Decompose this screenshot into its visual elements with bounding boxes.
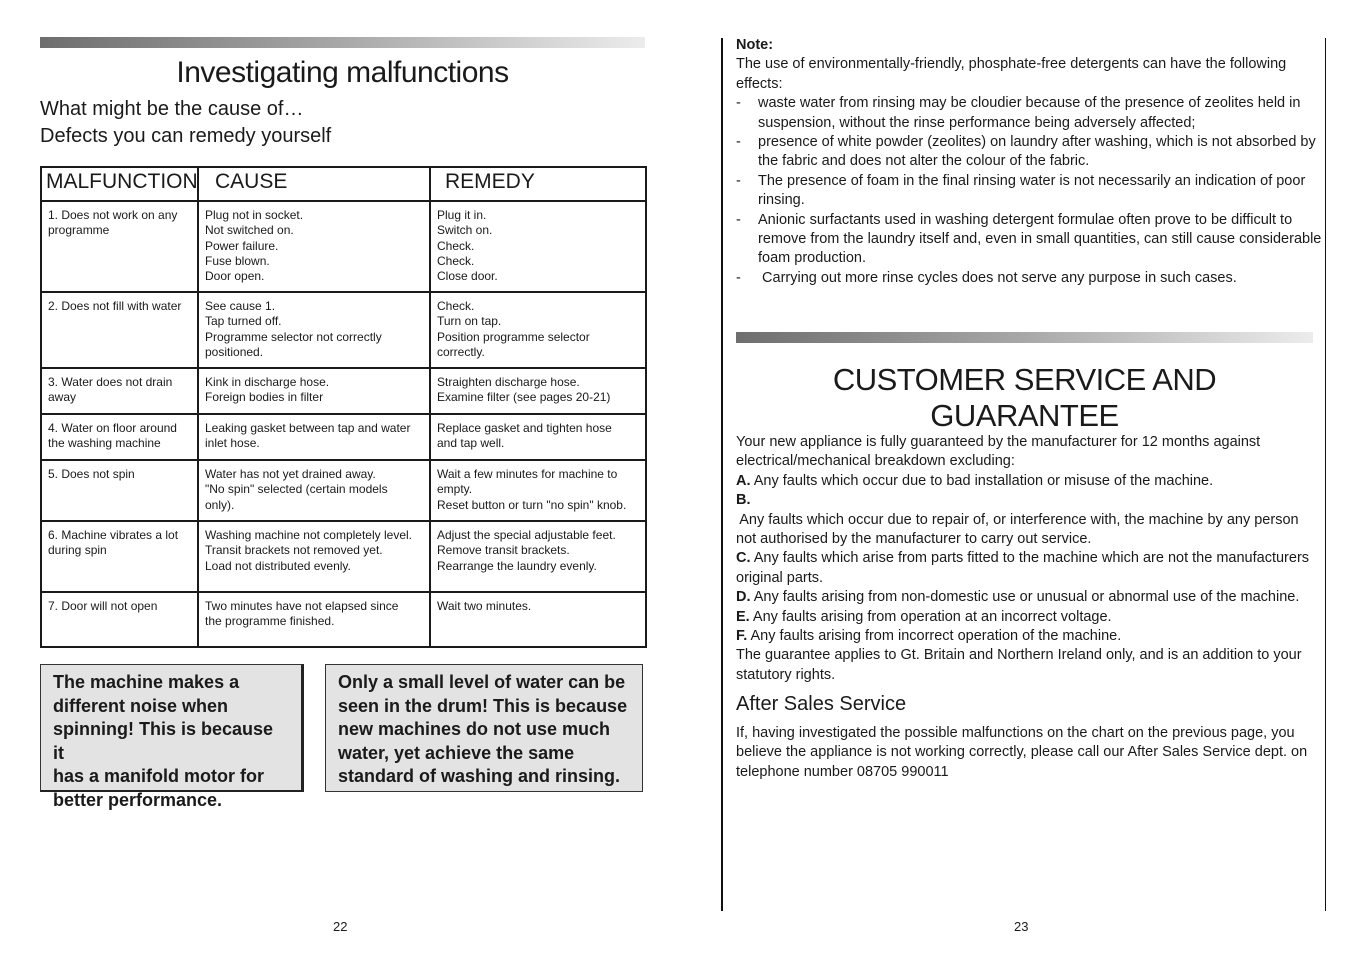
cell-line: Programme selector not correctly <box>205 329 382 344</box>
table-cell-malfunction <box>41 201 198 292</box>
info-box-water-level <box>325 664 643 792</box>
cell-line: Transit brackets not removed yet. <box>205 543 383 558</box>
note-bullet-item <box>736 172 1316 211</box>
cell-line: Fuse blown. <box>205 253 270 268</box>
cell-line: during spin <box>48 543 107 558</box>
note-intro: The use of environmentally-friendly, phosphate-free detergents can have the following effects: <box>736 56 1287 92</box>
page-divider <box>721 38 723 911</box>
cell-line: Door open. <box>205 269 265 284</box>
table-cell-cause <box>198 368 430 414</box>
cell-line: Adjust the special adjustable feet. <box>437 528 616 542</box>
table-row <box>41 292 646 368</box>
cell-line: Kink in discharge hose. <box>205 375 330 389</box>
cell-line: Not switched on. <box>205 223 294 238</box>
table-cell-cause <box>198 460 430 521</box>
table-cell-cause <box>198 292 430 368</box>
cell-line: Replace gasket and tighten hose <box>437 421 612 435</box>
cell-line: Leaking gasket between tap and water <box>205 421 411 435</box>
bullet-line: rinsing. <box>758 192 805 209</box>
cell-line: Straighten discharge hose. <box>437 375 580 389</box>
cell-line: Two minutes have not elapsed since <box>205 599 399 613</box>
cell-line: 4. Water on floor around <box>48 421 177 435</box>
cell-line: correctly. <box>437 344 485 359</box>
guarantee-intro-line: Your new appliance is fully guaranteed by the manufacturer for 12 months against <box>736 434 1261 450</box>
exclusion-line <box>736 627 1310 646</box>
cell-line: 5. Does not spin <box>48 467 135 481</box>
after-sales-line: telephone number 08705 990011 <box>736 763 949 780</box>
table-cell-cause <box>198 592 430 647</box>
cell-line: "No spin" selected (certain models <box>205 482 388 497</box>
note-section <box>736 36 1322 288</box>
section-gradient-bar <box>736 332 1313 343</box>
subtitle-defects: Defects you can remedy yourself <box>40 125 332 147</box>
box-line: has a manifold motor for <box>53 766 265 786</box>
table-cell-malfunction <box>41 414 198 460</box>
note-bullet-item <box>736 269 1316 288</box>
exclusion-letter: B. <box>736 492 751 509</box>
bullet-dash: - <box>736 172 741 189</box>
cell-line: Check. <box>437 299 475 313</box>
box-line: water, yet achieve the same <box>338 742 575 763</box>
cell-line: Plug not in socket. <box>205 208 304 222</box>
table-cell-cause <box>198 201 430 292</box>
exclusion-letter: C. <box>736 550 751 567</box>
cell-line: Water has not yet drained away. <box>205 467 376 481</box>
cell-line: 3. Water does not drain <box>48 375 173 389</box>
table-cell-remedy <box>430 521 646 592</box>
header-cause: CAUSE <box>198 167 430 201</box>
exclusion-text: Any faults which occur due to repair of, or interference with, the machine by any person <box>736 511 1299 528</box>
exclusion-text: Any faults which arise from parts fitted to the machine which are not the manufacturers <box>750 550 1310 567</box>
bullet-line: foam production. <box>758 250 867 267</box>
cell-line: Turn on tap. <box>437 314 502 329</box>
note-bullet-item <box>736 211 1322 269</box>
exclusion-line <box>736 530 1310 549</box>
bullet-line: Carrying out more rinse cycles does not serve any purpose in such cases. <box>758 269 1237 286</box>
cell-line: empty. <box>437 482 473 497</box>
cell-line: Examine filter (see pages 20-21) <box>437 390 611 405</box>
cell-line: 1. Does not work on any <box>48 208 178 222</box>
bullet-dash: - <box>736 95 741 112</box>
exclusion-text: Any faults arising from non-domestic use or unusual or abnormal use of the machine. <box>750 589 1300 606</box>
box-line: better performance. <box>53 789 223 810</box>
box-line: different noise when <box>53 695 229 716</box>
bullet-line: suspension, without the rinse performance being adversely affected; <box>758 114 1196 131</box>
cell-line: Wait two minutes. <box>437 599 532 613</box>
box-line: seen in the drum! This is because <box>338 695 628 716</box>
exclusion-line <box>736 588 1310 607</box>
cell-line: Tap turned off. <box>205 314 282 329</box>
page-number-left: 22 <box>333 919 348 934</box>
exclusion-text: Any faults arising from incorrect operation of the machine. <box>747 628 1122 645</box>
header-gradient-bar <box>40 37 645 48</box>
cell-line: Remove transit brackets. <box>437 543 570 558</box>
info-box-noise <box>40 664 304 810</box>
table-cell-remedy <box>430 460 646 521</box>
exclusion-letter: A. <box>736 472 751 489</box>
page-title: Investigating malfunctions <box>176 56 509 89</box>
table-cell-remedy <box>430 368 646 414</box>
note-bullet-item <box>736 94 1316 133</box>
cell-line: Reset button or turn "no spin" knob. <box>437 497 627 512</box>
cell-line: 6. Machine vibrates a lot <box>48 528 179 542</box>
exclusion-line <box>736 491 1310 530</box>
header-remedy: REMEDY <box>430 167 646 201</box>
box-line: The machine makes a <box>53 672 240 692</box>
cell-line: the programme finished. <box>205 614 335 629</box>
table-cell-cause <box>198 521 430 592</box>
table-header-row <box>41 167 646 201</box>
exclusion-letter: E. <box>736 608 750 625</box>
bullet-line: presence of white powder (zeolites) on laundry after washing, which is not absorbed by <box>758 134 1316 151</box>
cell-line: Check. <box>437 238 475 253</box>
box-line: new machines do not use much <box>338 719 611 739</box>
exclusion-letter: D. <box>736 589 751 606</box>
page-right-edge <box>1325 38 1326 911</box>
cell-line: the washing machine <box>48 436 161 451</box>
table-cell-remedy <box>430 201 646 292</box>
table-cell-malfunction <box>41 460 198 521</box>
table-cell-malfunction <box>41 592 198 647</box>
table-row <box>41 521 646 592</box>
exclusion-text: not authorised by the manufacturer to carry out service. <box>736 531 1092 548</box>
table-cell-malfunction <box>41 521 198 592</box>
table-row <box>41 592 646 647</box>
cell-line: Foreign bodies in filter <box>205 390 324 405</box>
malfunction-table <box>40 166 647 648</box>
bullet-line: remove from the laundry itself and, even in small quantities, can still cause considerable <box>758 231 1322 248</box>
bullet-line: waste water from rinsing may be cloudier because of the presence of zeolites held in <box>758 95 1301 112</box>
cell-line: only). <box>205 497 235 512</box>
cell-line: 7. Door will not open <box>48 599 158 613</box>
guarantee-text <box>736 433 1310 685</box>
cell-line: Position programme selector <box>437 329 590 344</box>
cell-line: Close door. <box>437 269 498 284</box>
subtitle-cause: What might be the cause of… <box>40 98 304 120</box>
after-sales-heading: After Sales Service <box>736 693 907 715</box>
bullet-line: the fabric and does not alter the colour of the fabric. <box>758 153 1090 170</box>
after-sales-line: If, having investigated the possible malfunctions on the chart on the previous page, you <box>736 725 1295 741</box>
box-line: standard of washing and rinsing. <box>338 766 621 786</box>
table-row <box>41 201 646 292</box>
exclusion-line <box>736 608 1310 627</box>
exclusion-line <box>736 569 1310 588</box>
cell-line: Rearrange the laundry evenly. <box>437 558 597 573</box>
bullet-dash: - <box>736 269 741 286</box>
cell-line: away <box>48 390 77 405</box>
cell-line: Check. <box>437 253 475 268</box>
table-cell-cause <box>198 414 430 460</box>
cell-line: and tap well. <box>437 436 505 451</box>
exclusion-line <box>736 549 1310 568</box>
exclusion-text: Any faults arising from operation at an incorrect voltage. <box>749 608 1112 625</box>
cell-line: inlet hose. <box>205 436 260 451</box>
cell-line: Plug it in. <box>437 208 487 222</box>
page-number-right: 23 <box>1014 919 1029 934</box>
bullet-line: The presence of foam in the final rinsing water is not necessarily an indication of poor <box>758 172 1306 189</box>
note-label: Note: <box>736 37 774 53</box>
cell-line: positioned. <box>205 344 264 359</box>
after-sales-text <box>736 724 1310 782</box>
guarantee-intro-line: electrical/mechanical breakdown excluding: <box>736 453 1015 470</box>
exclusion-text: Any faults which occur due to bad installation or misuse of the machine. <box>750 472 1214 489</box>
guarantee-outro-line: statutory rights. <box>736 666 836 683</box>
cell-line: Wait a few minutes for machine to <box>437 467 618 481</box>
guarantee-outro-line: The guarantee applies to Gt. Britain and Northern Ireland only, and is an addition to your <box>736 647 1302 664</box>
exclusion-letter: F. <box>736 628 748 645</box>
table-row <box>41 414 646 460</box>
header-malfunction: MALFUNCTION <box>41 167 198 201</box>
box-line: Only a small level of water can be <box>338 672 626 692</box>
table-row <box>41 368 646 414</box>
bullet-dash: - <box>736 134 741 151</box>
after-sales-line: believe the appliance is not working correctly, please call our After Sales Service dept. on <box>736 744 1308 761</box>
bullet-dash: - <box>736 211 741 228</box>
cell-line: Power failure. <box>205 238 279 253</box>
table-row <box>41 460 646 521</box>
guarantee-title: CUSTOMER SERVICE AND GUARANTEE <box>832 362 1217 433</box>
table-cell-malfunction <box>41 368 198 414</box>
exclusion-text: original parts. <box>736 569 824 586</box>
table-cell-remedy <box>430 592 646 647</box>
exclusion-line <box>736 472 1310 491</box>
table-cell-remedy <box>430 292 646 368</box>
table-cell-remedy <box>430 414 646 460</box>
note-bullet-item <box>736 133 1316 172</box>
cell-line: Switch on. <box>437 223 493 238</box>
cell-line: See cause 1. <box>205 299 276 313</box>
cell-line: 2. Does not fill with water <box>48 299 182 313</box>
box-line: spinning! This is because it <box>53 719 274 763</box>
table-cell-malfunction <box>41 292 198 368</box>
cell-line: Load not distributed evenly. <box>205 558 351 573</box>
cell-line: programme <box>48 223 110 238</box>
cell-line: Washing machine not completely level. <box>205 528 412 542</box>
bullet-line: Anionic surfactants used in washing detergent formulae often prove to be difficult to <box>758 211 1293 228</box>
